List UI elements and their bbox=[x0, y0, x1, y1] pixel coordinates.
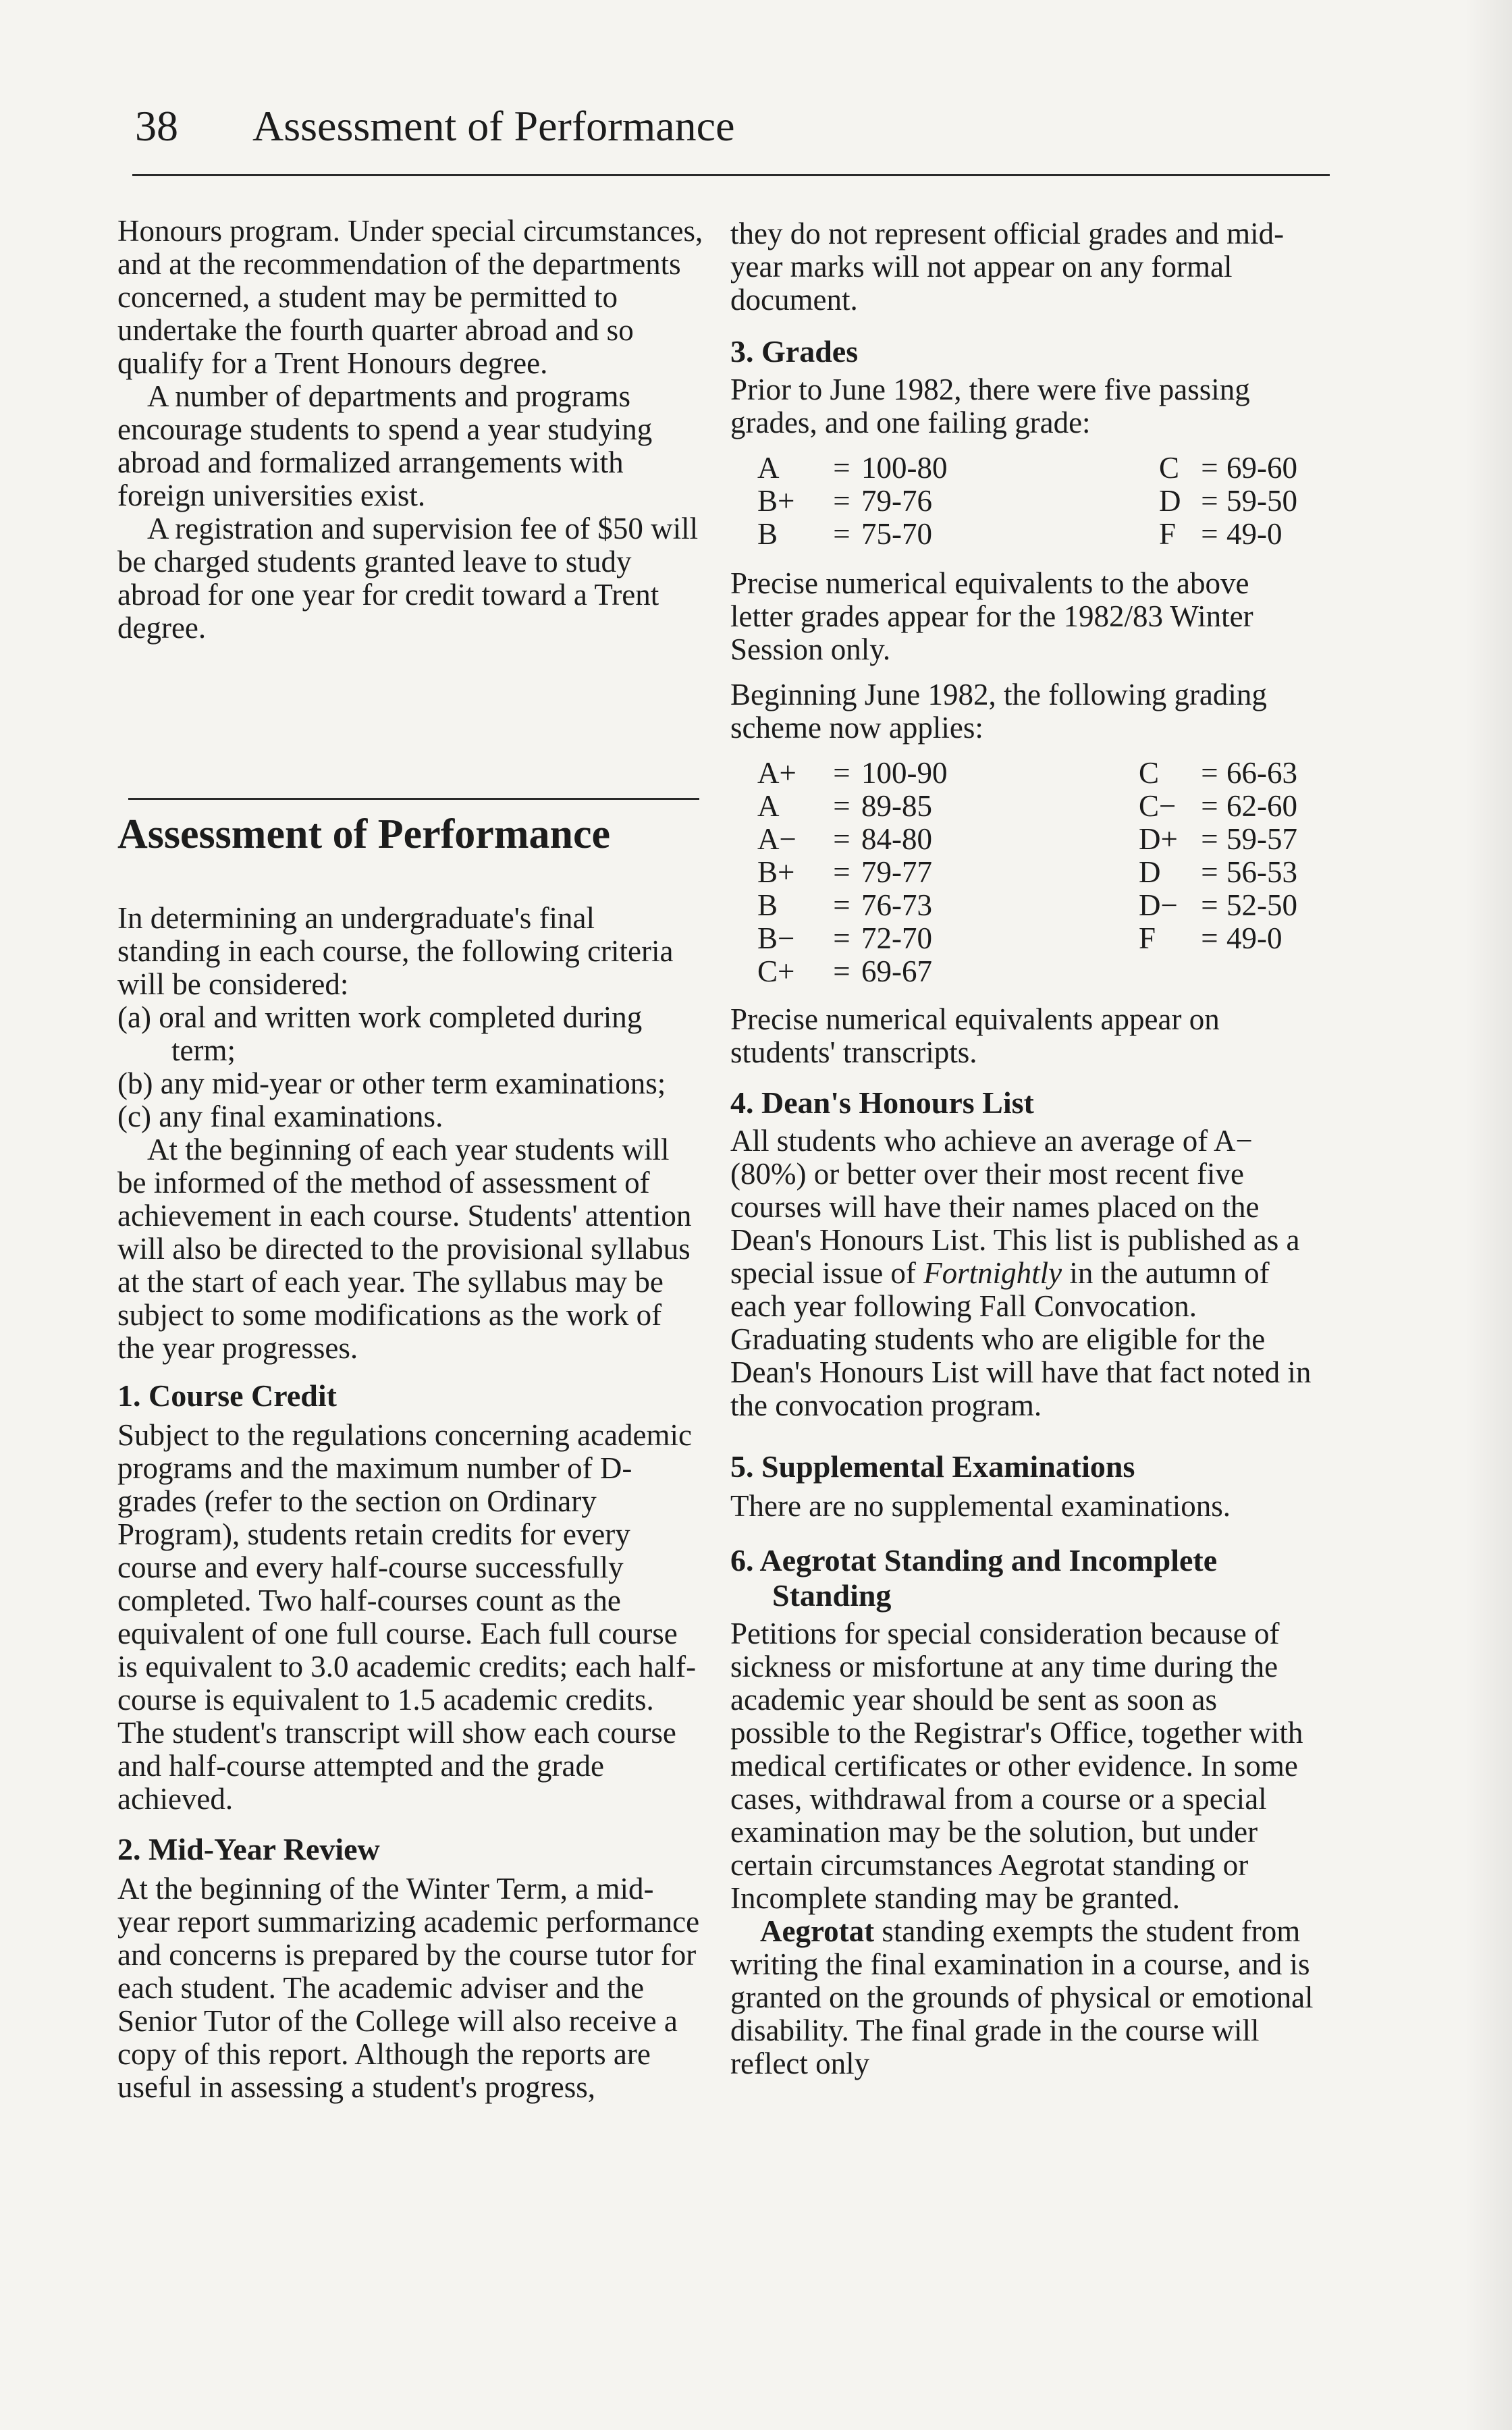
grade-range: 49-0 bbox=[1226, 517, 1282, 551]
criteria-item: (a) oral and written work completed during term; bbox=[117, 1000, 643, 1067]
grade-letter: C− bbox=[1139, 789, 1177, 823]
paragraph: At the beginning of each year students will be informed of the method of assessment of achievement in each course. Students' attention will also be directed to the provisional syllabus at the start of each year. The syllabus may be subject to some modifications as the work of the year progresses. bbox=[117, 1133, 692, 1365]
grade-row bbox=[1159, 518, 1297, 551]
grade-letter: D− bbox=[1139, 888, 1178, 922]
grade-letter: B bbox=[757, 888, 778, 922]
grade-row bbox=[1159, 485, 1297, 518]
grade-row bbox=[730, 452, 1064, 485]
paragraph: At the beginning of the Winter Term, a mid-year report summarizing academic performance and concerns is prepared by the course tutor for each student. The academic adviser and the Senior Tutor of the College will also receive a copy of this report. Although the reports are useful in assessing a student's progress, bbox=[117, 1872, 700, 2104]
grade-range: 75-70 bbox=[861, 517, 932, 551]
grade-row bbox=[730, 889, 1064, 922]
grade-range: 72-70 bbox=[861, 921, 932, 955]
grade-range: 66-63 bbox=[1226, 756, 1297, 790]
paragraph: Beginning June 1982, the following grading scheme now applies: bbox=[730, 678, 1267, 745]
grade-letter: B+ bbox=[757, 855, 795, 889]
grade-letter: B− bbox=[757, 921, 795, 955]
grade-row bbox=[1139, 757, 1297, 790]
equals-sign: = bbox=[1201, 789, 1218, 823]
new-grades-left bbox=[730, 757, 1064, 988]
grade-row bbox=[1139, 856, 1297, 889]
old-grades-right bbox=[1159, 452, 1297, 551]
grade-letter: C bbox=[1139, 756, 1160, 790]
equals-sign: = bbox=[1201, 855, 1218, 889]
grade-range: 59-57 bbox=[1226, 822, 1297, 856]
text-run: standing exempts the student from writing the final examination in a course, and is granted on the grounds of physical or emotional disability. The final grade in the course will reflect only bbox=[730, 1914, 1314, 2080]
equals-sign: = bbox=[1201, 484, 1218, 518]
header-rule bbox=[132, 174, 1330, 176]
grade-range: 76-73 bbox=[861, 888, 932, 922]
section-title: Assessment of Performance bbox=[117, 811, 610, 857]
equals-sign: = bbox=[1201, 921, 1218, 955]
criteria-item: (c) any final examinations. bbox=[117, 1100, 443, 1133]
grade-row bbox=[730, 485, 1064, 518]
heading-mid-year-review: 2. Mid-Year Review bbox=[117, 1832, 380, 1866]
grade-row bbox=[730, 823, 1064, 856]
grade-range: 100-90 bbox=[861, 756, 948, 790]
grade-letter: F bbox=[1159, 517, 1177, 551]
grade-row bbox=[1139, 790, 1297, 823]
page-header bbox=[135, 101, 734, 151]
text-run: All students who achieve an average of A− (80%) or better over their most recent five courses will have their names placed on the Dean's Honours List. This list is published as a special issue of bbox=[730, 1124, 1300, 1290]
paragraph: There are no supplemental examinations. bbox=[730, 1489, 1231, 1523]
heading-aegrotat-standing: 6. Aegrotat Standing and Incomplete Standing bbox=[730, 1543, 1218, 1613]
equals-sign: = bbox=[833, 789, 850, 823]
equals-sign: = bbox=[833, 888, 850, 922]
equals-sign: = bbox=[833, 822, 850, 856]
equals-sign: = bbox=[833, 517, 850, 551]
heading-course-credit: 1. Course Credit bbox=[117, 1378, 337, 1413]
grade-row bbox=[730, 955, 1064, 988]
grade-range: 84-80 bbox=[861, 822, 932, 856]
paragraph: Honours program. Under special circumstances, and at the recommendation of the departments concerned, a student may be permitted to undertake the fourth quarter abroad and so qualify for a Trent Honours degree. bbox=[117, 214, 703, 380]
grade-letter: C bbox=[1159, 451, 1180, 485]
grade-row bbox=[730, 922, 1064, 955]
old-grade-table bbox=[730, 452, 1311, 551]
running-title: Assessment of Performance bbox=[252, 102, 735, 150]
equals-sign: = bbox=[833, 855, 850, 889]
grade-letter: D bbox=[1139, 855, 1161, 889]
paragraph: A number of departments and programs encourage students to spend a year studying abroad and formalized arrangements with foreign universities exist. bbox=[117, 379, 653, 512]
equals-sign: = bbox=[1201, 888, 1218, 922]
page-number: 38 bbox=[135, 102, 178, 150]
equals-sign: = bbox=[833, 756, 850, 790]
paragraph: Precise numerical equivalents to the above letter grades appear for the 1982/83 Winter Session only. bbox=[730, 566, 1253, 666]
grade-row bbox=[730, 518, 1064, 551]
equals-sign: = bbox=[1201, 822, 1218, 856]
equals-sign: = bbox=[1201, 451, 1218, 485]
grade-row bbox=[730, 856, 1064, 889]
grade-letter: A bbox=[757, 451, 780, 485]
page-edge-shadow bbox=[1465, 0, 1512, 2430]
paragraph bbox=[730, 1915, 1319, 2080]
paragraph: Subject to the regulations concerning academic programs and the maximum number of D-grades (refer to the section on Ordinary Program), students retain credits for every course and every half-course successfully completed. Two half-courses count as the equivalent of one full course. Each full course is equivalent to 3.0 academic credits; each half-course is equivalent to 1.5 academic credits. The student's transcript will show each course and half-course attempted and the grade achieved. bbox=[117, 1418, 697, 1816]
paragraph: Prior to June 1982, there were five passing grades, and one failing grade: bbox=[730, 373, 1250, 439]
criteria-item: (b) any mid-year or other term examinations; bbox=[117, 1066, 666, 1100]
left-column-section bbox=[117, 810, 705, 2104]
grade-letter: D+ bbox=[1139, 822, 1178, 856]
grade-letter: C+ bbox=[757, 954, 795, 988]
heading-supplemental-examinations: 5. Supplemental Examinations bbox=[730, 1449, 1135, 1484]
grade-letter: F bbox=[1139, 921, 1156, 955]
heading-deans-honours-list: 4. Dean's Honours List bbox=[730, 1085, 1034, 1120]
grade-row bbox=[1139, 889, 1297, 922]
equals-sign: = bbox=[833, 451, 850, 485]
grade-row bbox=[1139, 823, 1297, 856]
right-column bbox=[730, 217, 1319, 2080]
paragraph bbox=[730, 1125, 1319, 1422]
grade-row bbox=[1139, 922, 1297, 955]
grade-range: 100-80 bbox=[861, 451, 948, 485]
section-rule bbox=[128, 798, 699, 800]
grade-row bbox=[1159, 452, 1297, 485]
text-run: in the autumn of each year following Fall Convocation. Graduating students who are eligible for the Dean's Honours List will have that fact noted in the convocation program. bbox=[730, 1256, 1312, 1422]
grade-range: 52-50 bbox=[1226, 888, 1297, 922]
grade-letter: A+ bbox=[757, 756, 796, 790]
grade-range: 69-60 bbox=[1226, 451, 1297, 485]
new-grades-right bbox=[1139, 757, 1297, 955]
paragraph: Precise numerical equivalents appear on students' transcripts. bbox=[730, 1002, 1220, 1069]
grade-row bbox=[730, 757, 1064, 790]
paragraph: Petitions for special consideration because of sickness or misfortune at any time during the academic year should be sent as soon as possible to the Registrar's Office, together with medical certificates or other evidence. In some cases, withdrawal from a course or a special examination may be the solution, but under certain circumstances Aegrotat standing or Incomplete standing may be granted. bbox=[730, 1617, 1303, 1915]
grade-range: 49-0 bbox=[1226, 921, 1282, 955]
grade-letter: A bbox=[757, 789, 780, 823]
section-intro: In determining an undergraduate's final standing in each course, the following criteria will be considered: bbox=[117, 901, 674, 1001]
grade-range: 79-77 bbox=[861, 855, 932, 889]
equals-sign: = bbox=[833, 484, 850, 518]
equals-sign: = bbox=[833, 921, 850, 955]
grade-range: 79-76 bbox=[861, 484, 932, 518]
grade-range: 69-67 bbox=[861, 954, 932, 988]
publication-title: Fortnightly bbox=[923, 1256, 1062, 1290]
grade-letter: A− bbox=[757, 822, 796, 856]
grade-range: 89-85 bbox=[861, 789, 932, 823]
old-grades-left bbox=[730, 452, 1064, 551]
paragraph: they do not represent official grades and mid-year marks will not appear on any formal document. bbox=[730, 217, 1285, 317]
grade-range: 56-53 bbox=[1226, 855, 1297, 889]
new-grade-table bbox=[730, 757, 1311, 988]
equals-sign: = bbox=[1201, 517, 1218, 551]
equals-sign: = bbox=[833, 954, 850, 988]
heading-grades: 3. Grades bbox=[730, 334, 859, 369]
grade-row bbox=[730, 790, 1064, 823]
grade-letter: B+ bbox=[757, 484, 795, 518]
term-aegrotat: Aegrotat bbox=[760, 1914, 875, 1948]
equals-sign: = bbox=[1201, 756, 1218, 790]
grade-range: 59-50 bbox=[1226, 484, 1297, 518]
grade-range: 62-60 bbox=[1226, 789, 1297, 823]
grade-letter: D bbox=[1159, 484, 1181, 518]
grade-letter: B bbox=[757, 517, 778, 551]
left-column-top bbox=[117, 215, 705, 645]
paragraph: A registration and supervision fee of $50 will be charged students granted leave to study abroad for one year for credit toward a Trent degree. bbox=[117, 512, 699, 645]
